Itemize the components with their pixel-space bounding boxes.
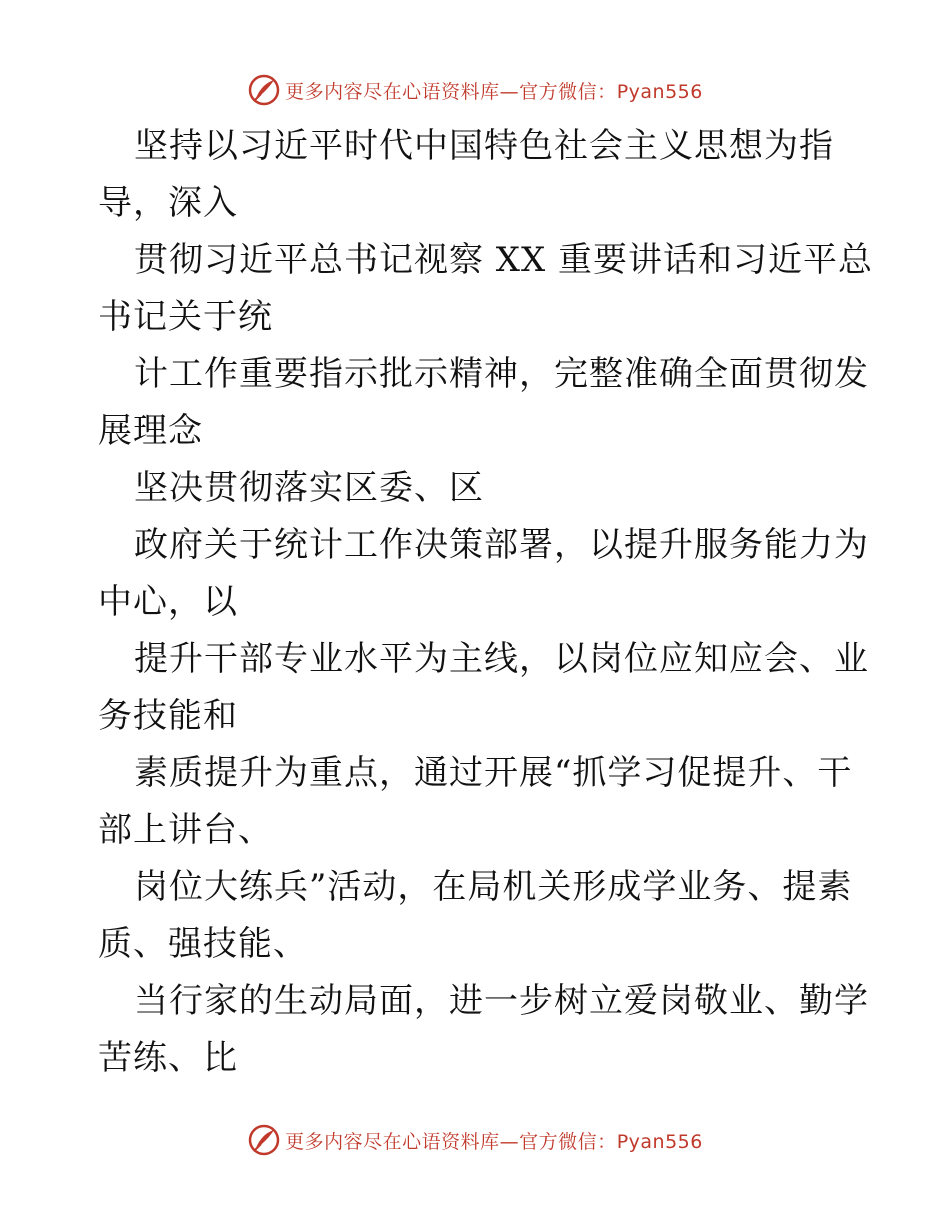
watermark-account: Pyan556 xyxy=(616,1130,703,1153)
paragraph-line: 展理念 xyxy=(98,411,203,451)
paragraph-line: 苦练、比 xyxy=(98,1038,238,1078)
paragraph-line: 坚持以习近平时代中国特色社会主义思想为指 xyxy=(134,126,834,166)
watermark-text xyxy=(285,77,703,104)
watermark-official: 官方微信： xyxy=(519,80,617,103)
paragraph-line: 务技能和 xyxy=(98,696,238,736)
document-body xyxy=(98,118,874,1087)
paragraph-line: 导，深入 xyxy=(98,183,238,223)
paragraph xyxy=(98,346,869,460)
paragraph-line: 部上讲台、 xyxy=(98,810,273,850)
paragraph-line: 素质提升为重点，通过开展“抓学习促提升、干 xyxy=(134,753,853,793)
paragraph xyxy=(98,631,869,745)
watermark-account: Pyan556 xyxy=(616,80,703,103)
watermark-text xyxy=(285,1127,703,1154)
watermark-official: 官方微信： xyxy=(519,1130,617,1153)
watermark-site: 更多内容尽在心语资料库 xyxy=(285,1130,500,1153)
paragraph-line: 坚决贯彻落实区委、区 xyxy=(134,468,484,508)
paragraph-line: 政府关于统计工作决策部署，以提升服务能力为 xyxy=(134,525,869,565)
paragraph-line: 质、强技能、 xyxy=(98,924,308,964)
paragraph xyxy=(98,460,858,517)
paragraph-line: 书记关于统 xyxy=(98,297,273,337)
watermark-dash: — xyxy=(499,80,520,103)
paragraph-line: 贯彻习近平总书记视察 XX 重要讲话和习近平总 xyxy=(134,240,874,280)
paragraph-line: 提升干部专业水平为主线，以岗位应知应会、业 xyxy=(134,639,869,679)
paragraph xyxy=(98,118,858,232)
feather-pen-seal-icon xyxy=(247,1123,281,1157)
paragraph-line: 中心，以 xyxy=(98,582,238,622)
paragraph xyxy=(98,232,874,346)
paragraph xyxy=(98,973,869,1087)
watermark-dash: — xyxy=(499,1130,520,1153)
paragraph xyxy=(98,745,858,859)
footer-watermark xyxy=(0,1120,950,1160)
feather-pen-seal-icon xyxy=(247,73,281,107)
watermark-site: 更多内容尽在心语资料库 xyxy=(285,80,500,103)
header-watermark xyxy=(0,70,950,110)
paragraph-line: 当行家的生动局面，进一步树立爱岗敬业、勤学 xyxy=(134,981,869,1021)
paragraph xyxy=(98,517,869,631)
paragraph xyxy=(98,859,858,973)
paragraph-line: 岗位大练兵”活动，在局机关形成学业务、提素 xyxy=(134,867,853,907)
paragraph-line: 计工作重要指示批示精神，完整准确全面贯彻发 xyxy=(134,354,869,394)
